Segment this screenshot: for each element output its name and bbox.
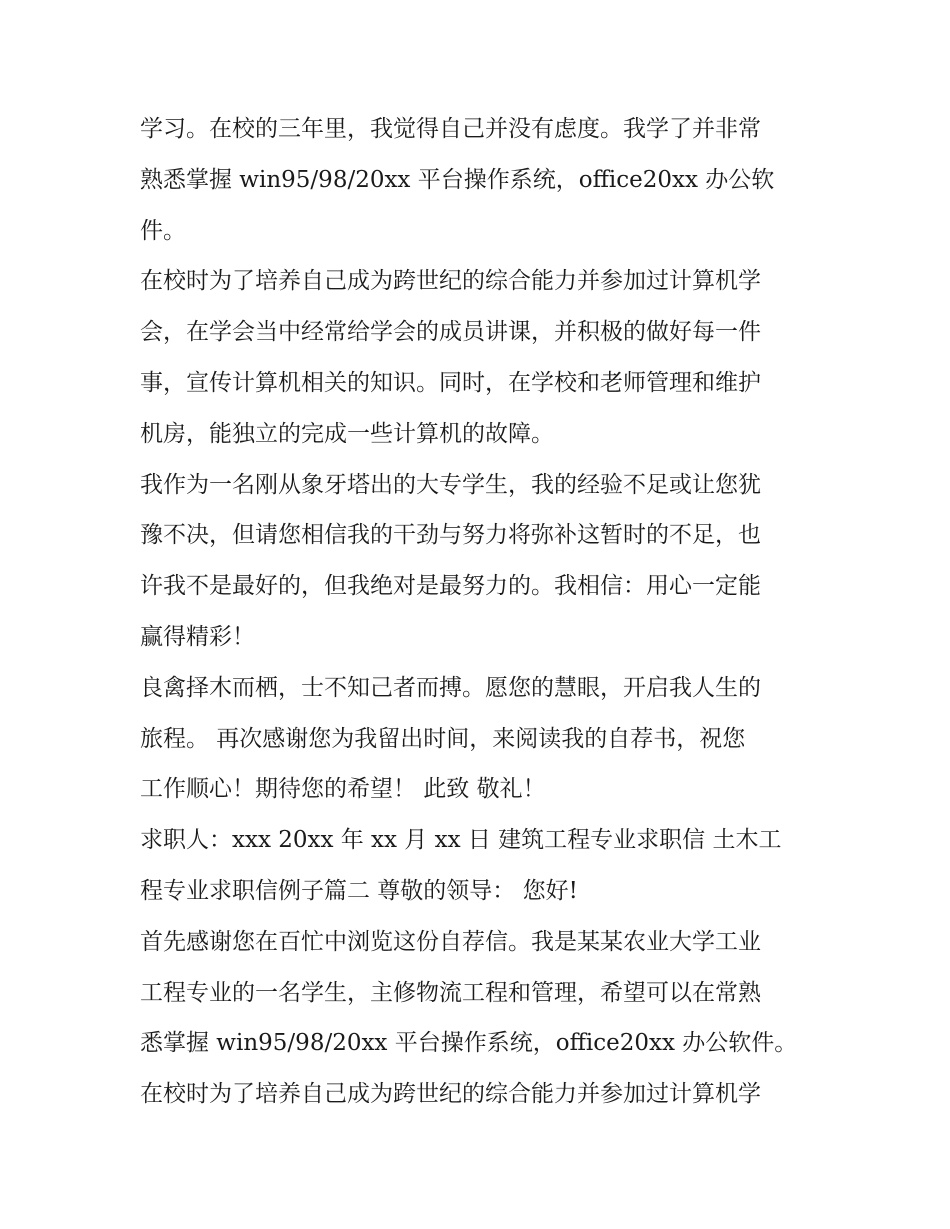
text-line: 旅程。 再次感谢您为我留出时间，来阅读我的自荐书，祝您 — [140, 725, 746, 752]
text-line: 在校时为了培养自己成为跨世纪的综合能力并参加过计算机学 — [140, 268, 761, 295]
text-line: 会，在学会当中经常给学会的成员讲课，并积极的做好每一件 — [140, 319, 761, 346]
text-line: 赢得精彩！ — [140, 623, 255, 650]
text-line: 良禽择木而栖，士不知己者而搏。愿您的慧眼，开启我人生的 — [140, 674, 761, 701]
text-line: 悉掌握 win95/98/20xx 平台操作系统，office20xx 办公软件。 — [140, 1030, 798, 1057]
text-line: 豫不决，但请您相信我的干劲与努力将弥补这暂时的不足，也 — [140, 522, 761, 549]
text-line: 工作顺心！期待您的希望！ 此致 敬礼！ — [140, 776, 546, 803]
text-line: 程专业求职信例子篇二 尊敬的领导： 您好! — [140, 877, 578, 904]
text-line: 熟悉掌握 win95/98/20xx 平台操作系统，office20xx 办公软 — [140, 166, 775, 193]
text-line: 工程专业的一名学生，主修物流工程和管理，希望可以在常熟 — [140, 979, 761, 1006]
text-line: 学习。在校的三年里，我觉得自己并没有虑度。我学了并非常 — [140, 116, 761, 142]
text-line: 机房，能独立的完成一些计算机的故障。 — [140, 420, 554, 447]
body-text — [140, 104, 820, 1120]
text-line: 在校时为了培养自己成为跨世纪的综合能力并参加过计算机学 — [140, 1081, 761, 1108]
text-line: 事，宣传计算机相关的知识。同时，在学校和老师管理和维护 — [140, 369, 761, 396]
text-line: 我作为一名刚从象牙塔出的大专学生，我的经验不足或让您犹 — [140, 471, 761, 498]
text-line: 许我不是最好的，但我绝对是最努力的。我相信：用心一定能 — [140, 573, 761, 600]
text-line: 求职人：xxx 20xx 年 xx 月 xx 日 建筑工程专业求职信 土木工 — [140, 827, 782, 854]
text-line: 件。 — [140, 217, 186, 244]
text-line: 首先感谢您在百忙中浏览这份自荐信。我是某某农业大学工业 — [140, 928, 761, 955]
